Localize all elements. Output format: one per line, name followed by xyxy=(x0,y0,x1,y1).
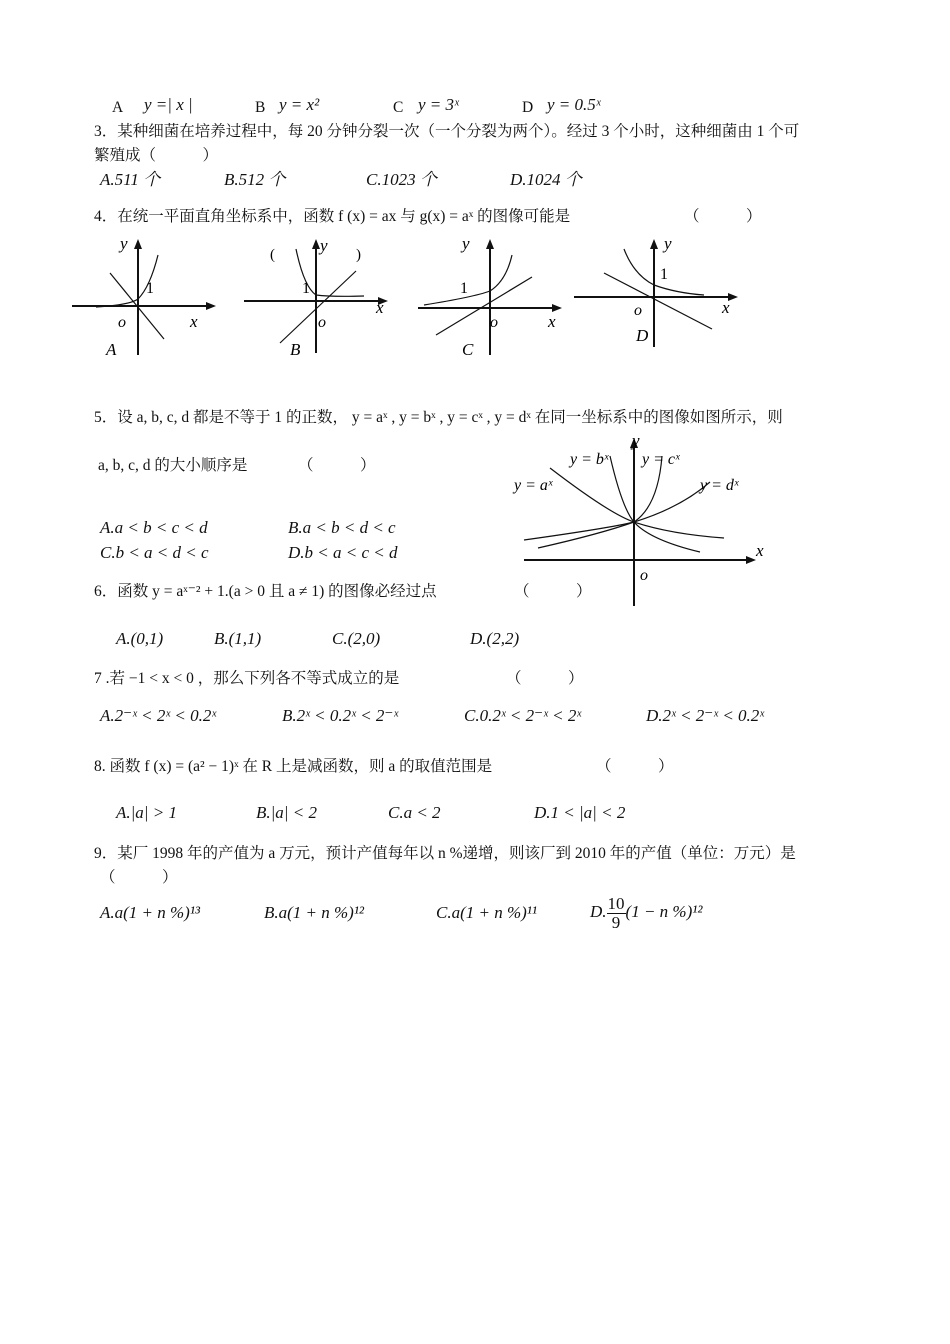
q2-option-a-expr: y =| x | xyxy=(144,95,193,114)
q6-stem: 6．函数 y = aˣ⁻² + 1.(a > 0 且 a ≠ 1) 的图像必经过点 xyxy=(94,583,437,600)
q4-graph-c xyxy=(414,235,574,365)
q4-a-graph-label: A xyxy=(106,340,117,359)
q7-option-a: A.2⁻ˣ < 2ˣ < 0.2ˣ xyxy=(100,706,217,725)
q9-option-d-suffix: (1 − n %)¹² xyxy=(625,902,703,921)
q9-option-c: C.a(1 + n %)¹¹ xyxy=(436,903,537,922)
q4-d-origin-label: o xyxy=(634,302,642,319)
q5-option-b: B.a < b < d < c xyxy=(288,518,396,537)
q5-curve-d-label: y = dˣ xyxy=(700,477,739,494)
q9-stem-line2: （ ） xyxy=(100,869,178,886)
q4-d-one-label: 1 xyxy=(660,266,668,283)
q5-y-axis-label: y xyxy=(632,431,640,450)
q3-option-b: B.512 个 xyxy=(224,170,286,189)
q5-curve-b-label: y = bˣ xyxy=(570,451,609,468)
q2-option-c-expr: y = 3ˣ xyxy=(418,95,459,114)
q9-option-a: A.a(1 + n %)¹³ xyxy=(100,903,201,922)
q8-answer-paren: （ ） xyxy=(596,758,674,775)
q9-option-d-fraction xyxy=(607,895,626,932)
q3-stem-line2: 繁殖成（ ） xyxy=(94,147,219,164)
q2-option-c-label: C xyxy=(393,99,404,116)
q4-b-graph-label: B xyxy=(290,340,301,359)
q6-option-a: A.(0,1) xyxy=(116,629,164,648)
q4-a-one-label: 1 xyxy=(146,280,154,297)
q4-b-x-label: x xyxy=(376,298,384,317)
q2-option-d-label: D xyxy=(522,99,534,116)
q5-option-d: D.b < a < c < d xyxy=(288,543,398,562)
q8-stem: 8. 函数 f (x) = (a² − 1)ˣ 在 R 上是减函数，则 a 的取值范围是 xyxy=(94,758,493,775)
q4-b-one-label: 1 xyxy=(302,280,310,297)
q5-option-a: A.a < b < c < d xyxy=(100,518,208,537)
q7-option-b: B.2ˣ < 0.2ˣ < 2⁻ˣ xyxy=(282,706,399,725)
q6-option-b: B.(1,1) xyxy=(214,629,262,648)
q9-option-d-denominator: 9 xyxy=(611,912,621,932)
q4-d-y-label: y xyxy=(664,234,672,253)
q3-option-d: D.1024 个 xyxy=(510,170,582,189)
q9-option-d xyxy=(590,890,702,934)
q5-origin-label: o xyxy=(640,567,648,584)
q5-curve-a-label: y = aˣ xyxy=(514,477,553,494)
q3-option-c: C.1023 个 xyxy=(366,170,437,189)
q8-option-d: D.1 < |a| < 2 xyxy=(534,803,626,822)
q5-stem: 5．设 a, b, c, d 都是不等于 1 的正数， y = aˣ , y = bˣ , y = cˣ , y = dˣ 在同一坐标系中的图像如图所示，则 xyxy=(94,409,783,426)
q4-c-x-label: x xyxy=(548,312,556,331)
q5-curve-c-label: y = cˣ xyxy=(642,451,680,468)
q5-stem-line2: a, b, c, d 的大小顺序是 xyxy=(98,457,248,474)
q2-option-b-label: B xyxy=(255,99,266,116)
q3-stem-line1: 3．某种细菌在培养过程中，每 20 分钟分裂一次（一个分裂为两个）。经过 3 个小时，这种细菌由 1 个可 xyxy=(94,123,800,140)
q7-option-c: C.0.2ˣ < 2⁻ˣ < 2ˣ xyxy=(464,706,582,725)
q6-option-d: D.(2,2) xyxy=(470,629,520,648)
q2-option-b-expr: y = x² xyxy=(279,95,320,114)
q9-option-b: B.a(1 + n %)¹² xyxy=(264,903,365,922)
q4-d-graph-label: D xyxy=(636,326,649,345)
q2-option-d-expr: y = 0.5ˣ xyxy=(547,95,601,114)
q4-b-y-label: y xyxy=(320,236,328,255)
q8-option-a: A.|a| > 1 xyxy=(116,803,177,822)
q4-stem: 4．在统一平面直角坐标系中，函数 f (x) = ax 与 g(x) = aˣ 的图像可能是 xyxy=(94,208,571,225)
q4-a-origin-label: o xyxy=(118,314,126,331)
q5-option-c: C.b < a < d < c xyxy=(100,543,209,562)
q5-answer-paren: （ ） xyxy=(298,457,376,474)
q9-stem-line1: 9．某厂 1998 年的产值为 a 万元，预计产值每年以 n %递增，则该厂到 2010 年的产值（单位：万元）是 xyxy=(94,845,796,862)
q4-d-x-label: x xyxy=(722,298,730,317)
q8-option-c: C.a < 2 xyxy=(388,803,441,822)
q4-answer-paren: （ ） xyxy=(684,208,762,225)
q4-graph-b xyxy=(240,235,390,365)
q4-b-origin-label: o xyxy=(318,314,326,331)
q4-c-graph-label: C xyxy=(462,340,474,359)
q7-answer-paren: （ ） xyxy=(506,670,584,687)
q6-option-c: C.(2,0) xyxy=(332,629,381,648)
q6-answer-paren: （ ） xyxy=(514,583,592,600)
q7-option-d: D.2ˣ < 2⁻ˣ < 0.2ˣ xyxy=(646,706,765,725)
q4-graph-d xyxy=(572,235,742,365)
q4-a-y-label: y xyxy=(120,234,128,253)
q8-option-b: B.|a| < 2 xyxy=(256,803,317,822)
q5-x-axis-label: x xyxy=(756,541,764,560)
q4-a-x-label: x xyxy=(190,312,198,331)
q2-option-a-label: A xyxy=(112,99,124,116)
q4-c-y-label: y xyxy=(462,234,470,253)
q3-option-a: A.511 个 xyxy=(100,170,161,189)
q4-c-one-label: 1 xyxy=(460,280,468,297)
q4-graph-a xyxy=(68,235,218,365)
q9-option-d-prefix: D. xyxy=(590,902,607,921)
q4-b-right-paren: ) xyxy=(356,247,361,263)
q4-b-left-paren: ( xyxy=(270,247,275,263)
q4-c-origin-label: o xyxy=(490,314,498,331)
q9-option-d-numerator: 10 xyxy=(607,893,625,913)
q7-stem: 7 .若 −1 < x < 0 ，那么下列各不等式成立的是 xyxy=(94,670,400,687)
